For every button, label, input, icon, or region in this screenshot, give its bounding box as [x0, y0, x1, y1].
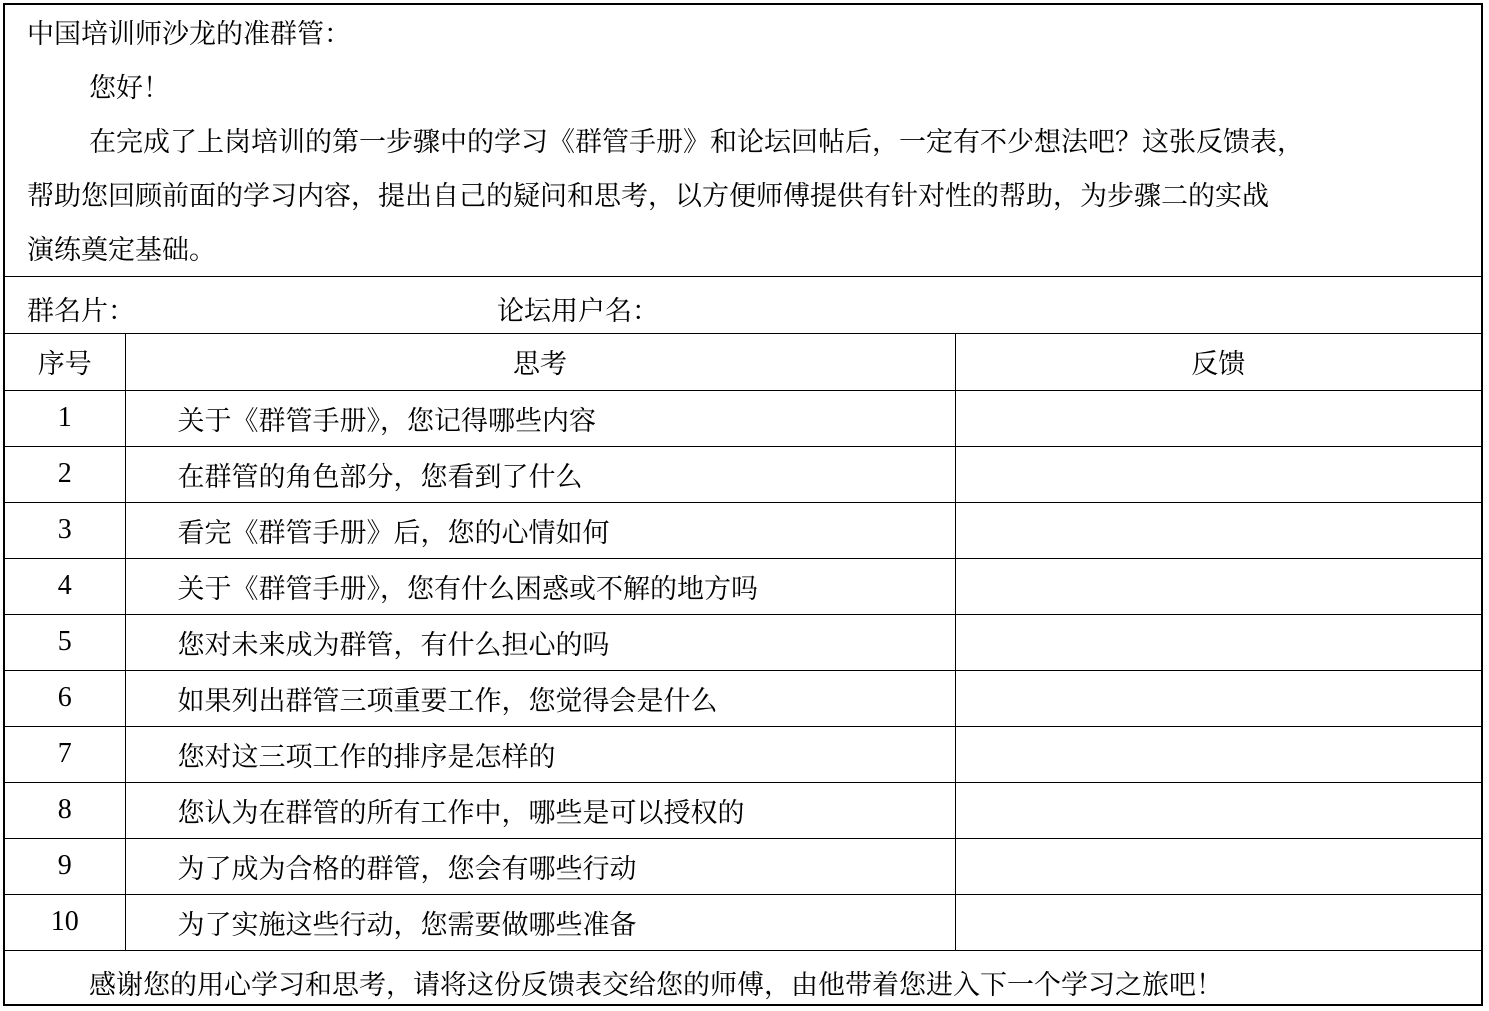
closing-note: 感谢您的用心学习和思考，请将这份反馈表交给您的师傅，由他带着您进入下一个学习之旅吧！ — [89, 970, 1223, 1001]
row-number: 5 — [5, 614, 125, 670]
row-number: 6 — [5, 670, 125, 726]
table-row — [5, 726, 1481, 782]
feedback-cell[interactable] — [955, 838, 1481, 894]
feedback-cell[interactable] — [955, 390, 1481, 446]
row-number: 4 — [5, 558, 125, 614]
feedback-cell[interactable] — [955, 614, 1481, 670]
table-row — [5, 614, 1481, 670]
row-number: 9 — [5, 838, 125, 894]
table-header-row — [5, 334, 1481, 390]
table-row — [5, 838, 1481, 894]
table-row — [5, 558, 1481, 614]
intro-text-line-3: 演练奠定基础。 — [27, 235, 216, 266]
row-question: 您认为在群管的所有工作中，哪些是可以授权的 — [125, 782, 955, 838]
feedback-form — [3, 3, 1483, 1006]
row-question: 在群管的角色部分，您看到了什么 — [125, 446, 955, 502]
row-question: 关于《群管手册》，您有什么困惑或不解的地方吗 — [125, 558, 955, 614]
row-number: 8 — [5, 782, 125, 838]
table-row — [5, 782, 1481, 838]
group-card-label: 群名片： — [27, 296, 135, 327]
row-number: 2 — [5, 446, 125, 502]
row-question: 看完《群管手册》后，您的心情如何 — [125, 502, 955, 558]
identity-row — [5, 277, 1481, 334]
intro-text-line-2: 帮助您回顾前面的学习内容，提出自己的疑问和思考，以方便师傅提供有针对性的帮助，为步骤二的实战 — [27, 181, 1269, 212]
feedback-cell[interactable] — [955, 502, 1481, 558]
table-row — [5, 502, 1481, 558]
table-row — [5, 390, 1481, 446]
feedback-cell[interactable] — [955, 670, 1481, 726]
question-table — [5, 334, 1481, 951]
row-number: 1 — [5, 390, 125, 446]
table-row — [5, 894, 1481, 950]
header-question: 思考 — [125, 334, 955, 390]
forum-username-label: 论坛用户名： — [497, 296, 659, 327]
row-question: 如果列出群管三项重要工作，您觉得会是什么 — [125, 670, 955, 726]
feedback-cell[interactable] — [955, 726, 1481, 782]
row-number: 3 — [5, 502, 125, 558]
row-question: 为了成为合格的群管，您会有哪些行动 — [125, 838, 955, 894]
feedback-cell[interactable] — [955, 782, 1481, 838]
row-question: 您对未来成为群管，有什么担心的吗 — [125, 614, 955, 670]
greeting-recipient: 中国培训师沙龙的准群管： — [27, 19, 351, 50]
header-feedback: 反馈 — [955, 334, 1481, 390]
table-row — [5, 670, 1481, 726]
row-number: 10 — [5, 894, 125, 950]
row-number: 7 — [5, 726, 125, 782]
feedback-cell[interactable] — [955, 446, 1481, 502]
intro-text-line-1: 在完成了上岗培训的第一步骤中的学习《群管手册》和论坛回帖后，一定有不少想法吧？这张反馈表， — [89, 127, 1304, 158]
table-row — [5, 446, 1481, 502]
header-number: 序号 — [5, 334, 125, 390]
row-question: 您对这三项工作的排序是怎样的 — [125, 726, 955, 782]
feedback-cell[interactable] — [955, 558, 1481, 614]
intro-section — [5, 5, 1481, 277]
row-question: 关于《群管手册》，您记得哪些内容 — [125, 390, 955, 446]
row-question: 为了实施这些行动，您需要做哪些准备 — [125, 894, 955, 950]
feedback-cell[interactable] — [955, 894, 1481, 950]
greeting-salutation: 您好！ — [89, 73, 170, 104]
